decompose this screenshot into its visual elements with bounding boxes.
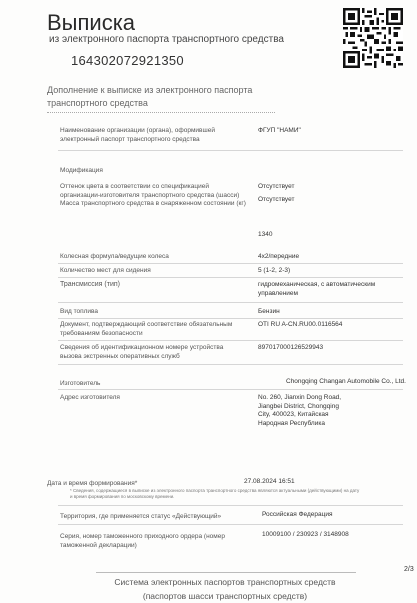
document-subtitle: из электронного паспорта транспортного средства	[49, 34, 284, 45]
color-mass-label: Оттенок цвета в соответствии со спецификацией организации-изготовителя транспортного средства (шасси) Масса транспортного средства в снаряженном состоянии (кг)	[60, 183, 246, 207]
seats-label: Количество мест для сидения	[60, 267, 151, 274]
color-value: Отсутствует	[258, 183, 295, 190]
customs-value: 10009100 / 230923 / 3148908	[262, 531, 349, 538]
manufacturer-label: Изготовитель	[60, 380, 101, 387]
footer-divider	[96, 572, 356, 573]
date-footnote: * Сведения, содержащиеся в выписке из электронного паспорта транспортного средства являются актуальными (действующими) на дату и время формирования по московскому времени.	[70, 488, 360, 499]
divider	[58, 150, 403, 151]
address-label: Адрес изготовителя	[60, 394, 120, 401]
divider	[58, 505, 403, 506]
customs-label: Серия, номер таможенного приходного ордера (номер таможенной декларации)	[60, 533, 225, 549]
safety-doc-value: OTI RU A-CN.RU00.0116564	[258, 321, 343, 328]
territory-value: Российская Федерация	[262, 511, 333, 518]
divider	[58, 340, 403, 341]
date-label: Дата и время формирования*	[47, 480, 138, 487]
emergency-device-value: 897017000126529943	[258, 344, 324, 351]
mass-note-value: Отсутствует	[258, 196, 295, 203]
divider	[58, 524, 403, 525]
divider	[58, 302, 403, 303]
divider	[58, 277, 403, 278]
seats-value: 5 (1-2, 2-3)	[258, 267, 291, 274]
emergency-device-label: Сведения об идентификационном номере устройства вызова экстренных оперативных служб	[60, 344, 224, 360]
footer-line-2: (паспортов шасси транспортных средств)	[142, 591, 308, 601]
transmission-value: гидромеханическая, с автоматическим управлением	[258, 281, 376, 297]
manufacturer-value: Chongqing Changan Automobile Co., Ltd.	[286, 378, 406, 385]
territory-label: Территория, где применяется статус «Действующий»	[60, 513, 222, 520]
wheel-formula-label: Колесная формула/ведущие колеса	[60, 253, 169, 260]
page-indicator: 2/3	[404, 566, 414, 573]
dotted-divider	[47, 112, 275, 113]
date-value: 27.08.2024 16:51	[244, 478, 295, 485]
fuel-label: Вид топлива	[60, 308, 99, 315]
org-label: Наименование организации (органа), оформившей электронный паспорт транспортного средства	[60, 127, 215, 143]
wheel-formula-value: 4x2/передние	[258, 253, 300, 260]
addendum-title: Дополнение к выписке из электронного паспорта транспортного средства	[47, 85, 253, 108]
divider	[58, 389, 403, 390]
document-title: Выписка	[47, 10, 136, 35]
modification-label: Модификация	[60, 167, 103, 174]
safety-doc-label: Документ, подтверждающий соответствие обязательным требованиям безопасности	[60, 321, 233, 337]
org-value: ФГУП "НАМИ"	[258, 127, 301, 134]
address-value: No. 260, Jianxin Dong Road, Jiangbei District, Chongqing City, 400023, Китайская Народная Республика	[258, 394, 342, 427]
transmission-label: Трансмиссия (тип)	[60, 281, 120, 288]
divider	[58, 318, 403, 319]
divider	[58, 364, 403, 365]
document-number: 164302072921350	[71, 53, 184, 68]
qr-code-icon	[343, 8, 403, 68]
divider	[58, 263, 403, 264]
fuel-value: Бензин	[258, 308, 280, 315]
footer-line-1: Система электронных паспортов транспортных средств	[114, 577, 336, 587]
mass-value: 1340	[258, 231, 273, 238]
